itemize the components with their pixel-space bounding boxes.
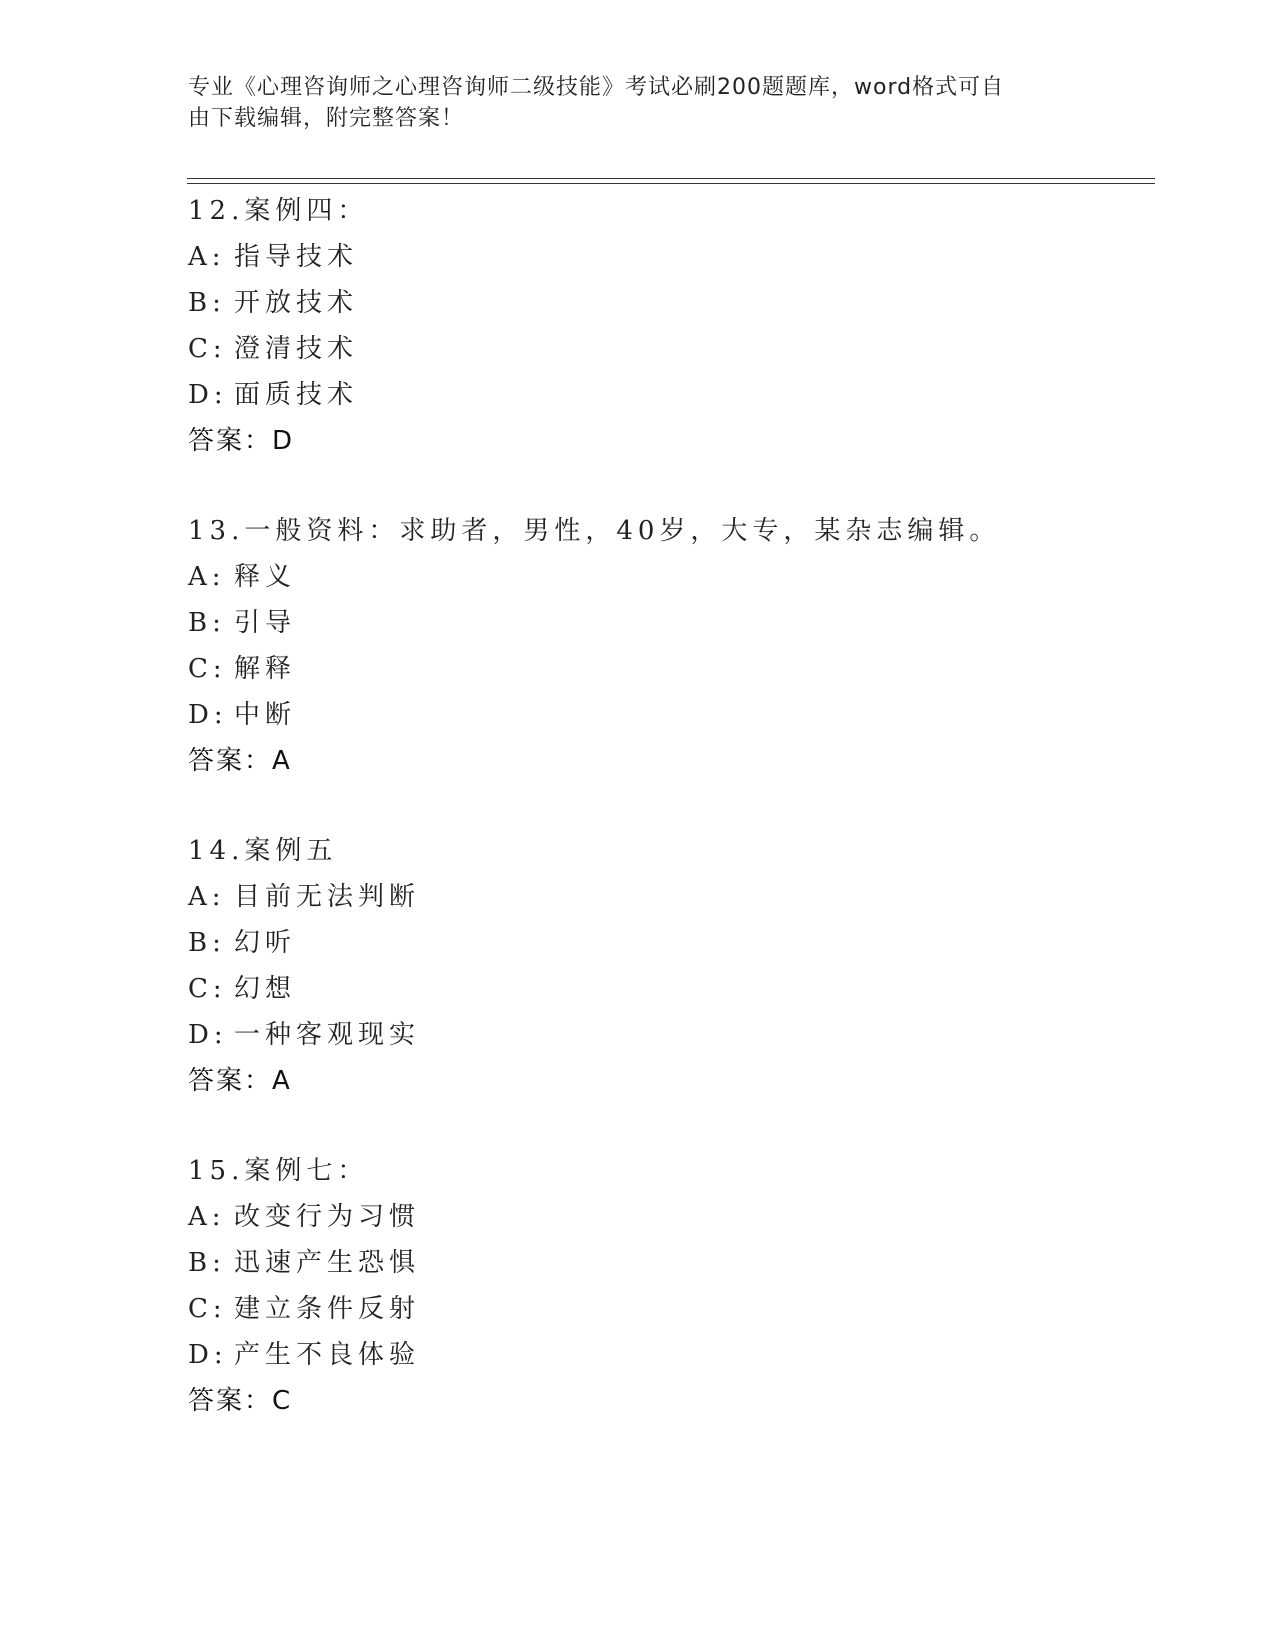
option-letter: A: <box>188 882 226 912</box>
question-spacer <box>188 464 1148 508</box>
option-text: 解释 <box>234 654 297 684</box>
option-text: 释义 <box>234 562 297 592</box>
answer-line: 答案：A <box>188 746 292 776</box>
header-divider-bottom <box>187 183 1155 184</box>
header-line-2: 由下载编辑，附完整答案！ <box>188 106 465 131</box>
option-letter: C: <box>188 334 227 364</box>
option-letter: D: <box>188 700 228 730</box>
option-text: 开放技术 <box>234 288 359 318</box>
option-text: 中断 <box>234 700 297 730</box>
option-d <box>188 692 1148 738</box>
option-text: 改变行为习惯 <box>234 1202 421 1232</box>
option-letter: B: <box>188 928 226 958</box>
option-text: 建立条件反射 <box>234 1294 421 1324</box>
option-letter: A: <box>188 562 226 592</box>
question-15 <box>188 1148 1148 1424</box>
option-letter: A: <box>188 242 226 272</box>
option-text: 幻想 <box>234 974 297 1004</box>
option-text: 面质技术 <box>234 380 359 410</box>
answer-line: 答案：D <box>188 426 295 456</box>
option-d <box>188 1012 1148 1058</box>
question-14 <box>188 828 1148 1148</box>
answer-line: 答案：C <box>188 1386 293 1416</box>
option-c <box>188 966 1148 1012</box>
option-text: 一种客观现实 <box>234 1020 421 1050</box>
option-text: 引导 <box>234 608 297 638</box>
option-b <box>188 600 1148 646</box>
option-a <box>188 1194 1148 1240</box>
option-text: 迅速产生恐惧 <box>234 1248 421 1278</box>
option-letter: A: <box>188 1202 226 1232</box>
option-letter: C: <box>188 1294 227 1324</box>
option-a <box>188 554 1148 600</box>
document-header <box>188 72 1068 134</box>
option-c <box>188 646 1148 692</box>
option-text: 指导技术 <box>234 242 359 272</box>
question-title: 15.案例七： <box>188 1156 369 1186</box>
header-divider-top <box>187 178 1155 179</box>
option-letter: B: <box>188 608 226 638</box>
header-line-1: 专业《心理咨询师之心理咨询师二级技能》考试必刷200题题库，word格式可自 <box>188 75 1005 100</box>
option-c <box>188 1286 1148 1332</box>
option-letter: D: <box>188 1020 228 1050</box>
option-text: 澄清技术 <box>234 334 359 364</box>
option-d <box>188 1332 1148 1378</box>
option-text: 产生不良体验 <box>234 1340 421 1370</box>
option-a <box>188 874 1148 920</box>
option-b <box>188 280 1148 326</box>
option-b <box>188 920 1148 966</box>
option-a <box>188 234 1148 280</box>
answer-line: 答案：A <box>188 1066 292 1096</box>
option-letter: C: <box>188 654 227 684</box>
option-c <box>188 326 1148 372</box>
question-spacer <box>188 784 1148 828</box>
question-title: 12.案例四： <box>188 196 369 226</box>
question-list <box>188 188 1148 1424</box>
option-letter: B: <box>188 1248 226 1278</box>
option-d <box>188 372 1148 418</box>
option-text: 幻听 <box>234 928 297 958</box>
question-spacer <box>188 1104 1148 1148</box>
question-title: 14.案例五 <box>188 836 338 866</box>
option-b <box>188 1240 1148 1286</box>
option-letter: B: <box>188 288 226 318</box>
question-title: 13.一般资料：求助者，男性，40岁，大专，某杂志编辑。 <box>188 516 1001 546</box>
option-letter: D: <box>188 380 228 410</box>
option-letter: C: <box>188 974 227 1004</box>
question-12 <box>188 188 1148 508</box>
question-13 <box>188 508 1148 828</box>
option-text: 目前无法判断 <box>234 882 421 912</box>
option-letter: D: <box>188 1340 228 1370</box>
